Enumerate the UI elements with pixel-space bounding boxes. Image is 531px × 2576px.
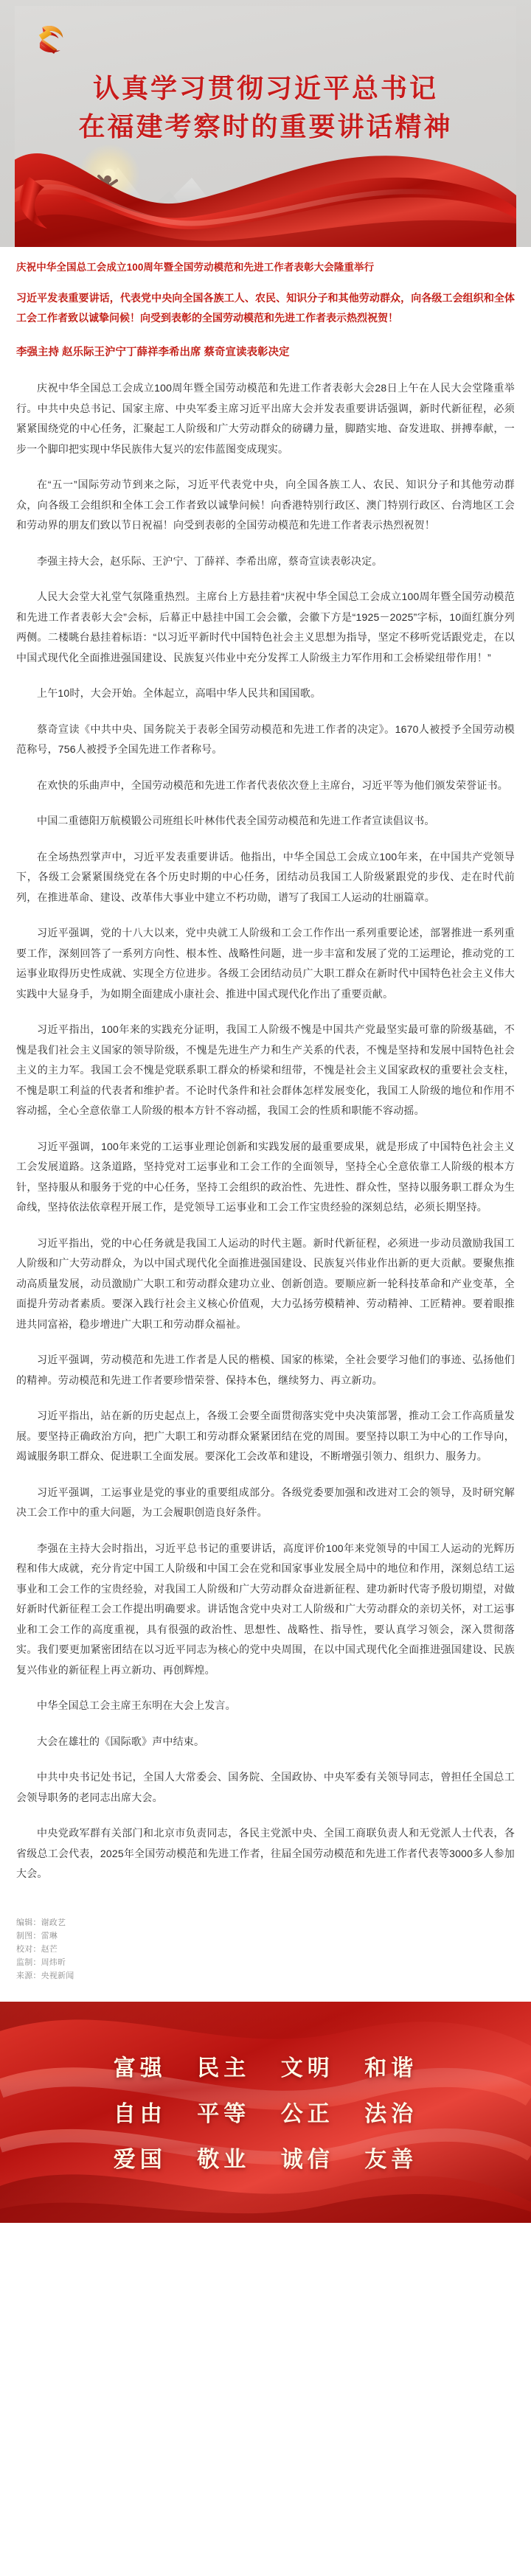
article-paragraph: 习近平指出，党的中心任务就是我国工人运动的时代主题。新时代新征程，必须进一步动员激励我国工人阶级和广大劳动群众，为以中国式现代化全面推进强国建设、民族复兴伟业作出新的更大贡献。要聚焦推动高质量发展，动员激励广大职工和劳动群众建功立业、创新创造。要顺应新一轮科技革命和产业变革，全面提升劳动者素质。要深入践行社会主义核心价值观，大力弘扬劳模精神、劳动精神、工匠精神。要着眼推进共同富裕，稳步增进广大职工和劳动群众福祉。 [16,1236,515,1330]
article-paragraph: 中国二重德阳万航模锻公司班组长叶林伟代表全国劳动模范和先进工作者宣读倡议书。 [37,815,435,826]
article-paragraph: 中央党政军群有关部门和北京市负责同志，各民主党派中央、全国工商联负责人和无党派人士代表，各省级总工会代表，2025年全国劳动模范和先进工作者，往届全国劳动模范和先进工作者代表等3000多人参加大会。 [16,1827,515,1879]
core-values-banner [0,2002,531,2223]
hero-banner [0,0,531,247]
credits-block [0,1900,531,2002]
page-title [15,69,516,146]
page-title-line-2: 在福建考察时的重要讲话精神 [78,112,453,142]
core-value-word: 友善 [364,2147,418,2172]
core-value-word: 爱国 [113,2147,167,2172]
core-value-word: 平等 [197,2101,251,2126]
credit-line: 制图：雷琳 [16,1931,58,1940]
core-values-row-2 [0,2092,531,2137]
article-paragraph: 习近平强调，100年来党的工运事业理论创新和实践发展的最重要成果，就是形成了中国特色社会主义工会发展道路。这条道路，坚持党对工运事业和工会工作的全面领导，坚持全心全意依靠工人阶级的根本方针，坚持服从和服务于党的中心任务，坚持工会组织的政治性、先进性、群众性，坚持以服务职工群众为生命线，坚持依法依章程开展工作，是党领导工运事业和工会工作宝贵经验的深刻总结，必须长期坚持。 [16,1140,515,1213]
article-paragraph: 上午10时，大会开始。全体起立，高唱中华人民共和国国歌。 [37,687,322,699]
core-value-word: 诚信 [280,2147,334,2172]
article-paragraph: 蔡奇宣读《中共中央、国务院关于表彰全国劳动模范和先进工作者的决定》。1670人被授予全国劳动模范称号，756人被授予全国先进工作者称号。 [16,723,515,755]
article-paragraph: 中共中央书记处书记，全国人大常委会、国务院、全国政协、中央军委有关领导同志，曾担任全国总工会领导职务的老同志出席大会。 [16,1771,515,1803]
core-values-text [0,2046,531,2183]
article-paragraph: 在全场热烈掌声中，习近平发表重要讲话。他指出，中华全国总工会成立100年来，在中国共产党领导下，各级工会紧紧围绕党在各个历史时期的中心任务，团结动员我国工人阶级紧跟党的步伐、走在时代前列，在推进革命、建设、改革伟大事业中建立不朽功勋，谱写了我国工人运动的壮丽篇章。 [16,850,515,903]
article-paragraph: 习近平指出，100年来的实践充分证明，我国工人阶级不愧是中国共产党最坚实最可靠的阶级基础，不愧是我们社会主义国家的领导阶级，不愧是先进生产力和生产关系的代表，不愧是坚持和发展中国特色社会主义的主力军。我国工会不愧是党联系职工群众的桥梁和纽带，不愧是社会主义国家政权的重要社会支柱，不愧是职工利益的代表者和维护者。不论时代条件和社会群体怎样发展变化，我国工人阶级的地位和作用不容动摇，全心全意依靠工人阶级的根本方针不容动摇，我国工会的性质和职能不容动摇。 [16,1023,515,1116]
article-paragraph: 人民大会堂大礼堂气氛隆重热烈。主席台上方悬挂着“庆祝中华全国总工会成立100周年暨全国劳动模范和先进工作者表彰大会”会标，后幕正中悬挂中国工会会徽，会徽下方是“1925－2025”字标，10面红旗分列两侧。二楼眺台悬挂着标语：“以习近平新时代中国特色社会主义思想为指导，坚定不移听党话跟党走，在以中国式现代化全面推进强国建设、民族复兴伟业中充分发挥工人阶级主力军作用和工会桥梁纽带作用！” [16,591,515,664]
credit-line: 监制：周炜昕 [16,1957,66,1967]
article-paragraph: 在“五一”国际劳动节到来之际，习近平代表党中央，向全国各族工人、农民、知识分子和其他劳动群众，向各级工会组织和全体工会工作者致以诚挚问候！向香港特别行政区、澳门特别行政区、台湾地区工会和劳动界的朋友们致以节日祝福！向受到表彰的全国劳动模范和先进工作者表示热烈祝贺！ [16,478,515,531]
page-title-line-1: 认真学习贯彻习近平总书记 [92,74,438,103]
core-values-row-1 [0,2046,531,2092]
article-paragraph: 习近平指出，站在新的历史起点上，各级工会要全面贯彻落实党中央决策部署，推动工会工作高质量发展。要坚持正确政治方向，把广大职工和劳动群众紧紧团结在党的周围。要坚持以职工为中心的工作导向，竭诚服务职工群众、促进职工全面发展。要深化工会改革和建设，不断增强引领力、组织力、服务力。 [16,1410,515,1462]
article-paragraph: 庆祝中华全国总工会成立100周年暨全国劳动模范和先进工作者表彰大会28日上午在人民大会堂隆重举行。中共中央总书记、国家主席、中央军委主席习近平出席大会并发表重要讲话强调，新时代新征程，必须紧紧围绕党的中心任务，汇聚起工人阶级和广大劳动群众的磅礴力量，脚踏实地、奋发进取、拼搏奉献，一步一个脚印把实现中华民族伟大复兴的宏伟蓝图变成现实。 [16,382,515,455]
core-values-row-3 [0,2137,531,2183]
credit-line: 编辑：谢政艺 [16,1918,66,1927]
main-headline: 庆祝中华全国总工会成立100周年暨全国劳动模范和先进工作者表彰大会隆重举行 [16,262,375,273]
credit-line: 来源：央视新闻 [16,1971,74,1980]
article-paragraph: 习近平强调，工运事业是党的事业的重要组成部分。各级党委要加强和改进对工会的领导，及时研究解决工会工作中的重大问题，为工会履职创造良好条件。 [16,1486,515,1518]
article-body [0,369,531,1884]
article-paragraph: 大会在雄壮的《国际歌》声中结束。 [37,1735,205,1747]
core-value-word: 文明 [280,2055,334,2081]
core-value-word: 法治 [364,2101,418,2126]
article-paragraph: 中华全国总工会主席王东明在大会上发言。 [37,1699,236,1711]
party-emblem-hammer-sickle-icon [30,16,72,59]
article-paragraph: 习近平强调，劳动模范和先进工作者是人民的楷模、国家的栋梁，全社会要学习他们的事迹、弘扬他们的精神。劳动模范和先进工作者要珍惜荣誉、保持本色，继续努力、再立新功。 [16,1354,515,1386]
core-value-word: 自由 [113,2101,167,2126]
core-value-word: 公正 [280,2101,334,2126]
core-value-word: 民主 [197,2055,251,2081]
headline-block [0,247,531,369]
hero-inner-panel [15,6,516,247]
attendees-headline: 李强主持 赵乐际王沪宁丁薛祥李希出席 蔡奇宣读表彰决定 [16,347,290,358]
article-paragraph: 李强在主持大会时指出，习近平总书记的重要讲话，高度评价100年来党领导的中国工人运动的光辉历程和伟大成就，充分肯定中国工人阶级和中国工会在党和国家事业发展全局中的地位和作用，深刻总结工运事业和工会工作的宝贵经验，对我国工人阶级和广大劳动群众奋进新征程、建功新时代寄予殷切期望，对做好新时代新征程工会工作提出明确要求。讲话饱含党中央对工人阶级和广大劳动群众的亲切关怀，对工运事业和工会工作的高度重视，具有很强的政治性、思想性、战略性、指导性，要认真学习领会，深入贯彻落实。我们要更加紧密团结在以习近平同志为核心的党中央周围，在以中国式现代化全面推进强国建设、民族复兴伟业的新征程上再立新功、再创辉煌。 [16,1542,515,1676]
core-value-word: 富强 [113,2055,167,2081]
subheadline: 习近平发表重要讲话，代表党中央向全国各族工人、农民、知识分子和其他劳动群众，向各级工会组织和全体工会工作者致以诚挚问候！向受到表彰的全国劳动模范和先进工作者表示热烈祝贺！ [16,292,515,324]
core-value-word: 和谐 [364,2055,418,2081]
article-paragraph: 习近平强调，党的十八大以来，党中央就工人阶级和工会工作作出一系列重要论述，部署推进一系列重要工作，深刻回答了一系列方向性、根本性、战略性问题，进一步丰富和发展了党的工运理论，推动党的工运事业取得历史性成就、实现全方位进步。各级工会团结动员广大职工群众在新时代中国特色社会主义伟大实践中大显身手，为如期全面建成小康社会、推进中国式现代化作出了重要贡献。 [16,927,515,1000]
core-value-word: 敬业 [197,2147,251,2172]
article-paragraph: 李强主持大会，赵乐际、王沪宁、丁薛祥、李希出席，蔡奇宣读表彰决定。 [37,554,383,567]
credit-line: 校对：赵芒 [16,1944,58,1954]
article-paragraph: 在欢快的乐曲声中，全国劳动模范和先进工作者代表依次登上主席台，习近平等为他们颁发荣誉证书。 [37,779,508,791]
